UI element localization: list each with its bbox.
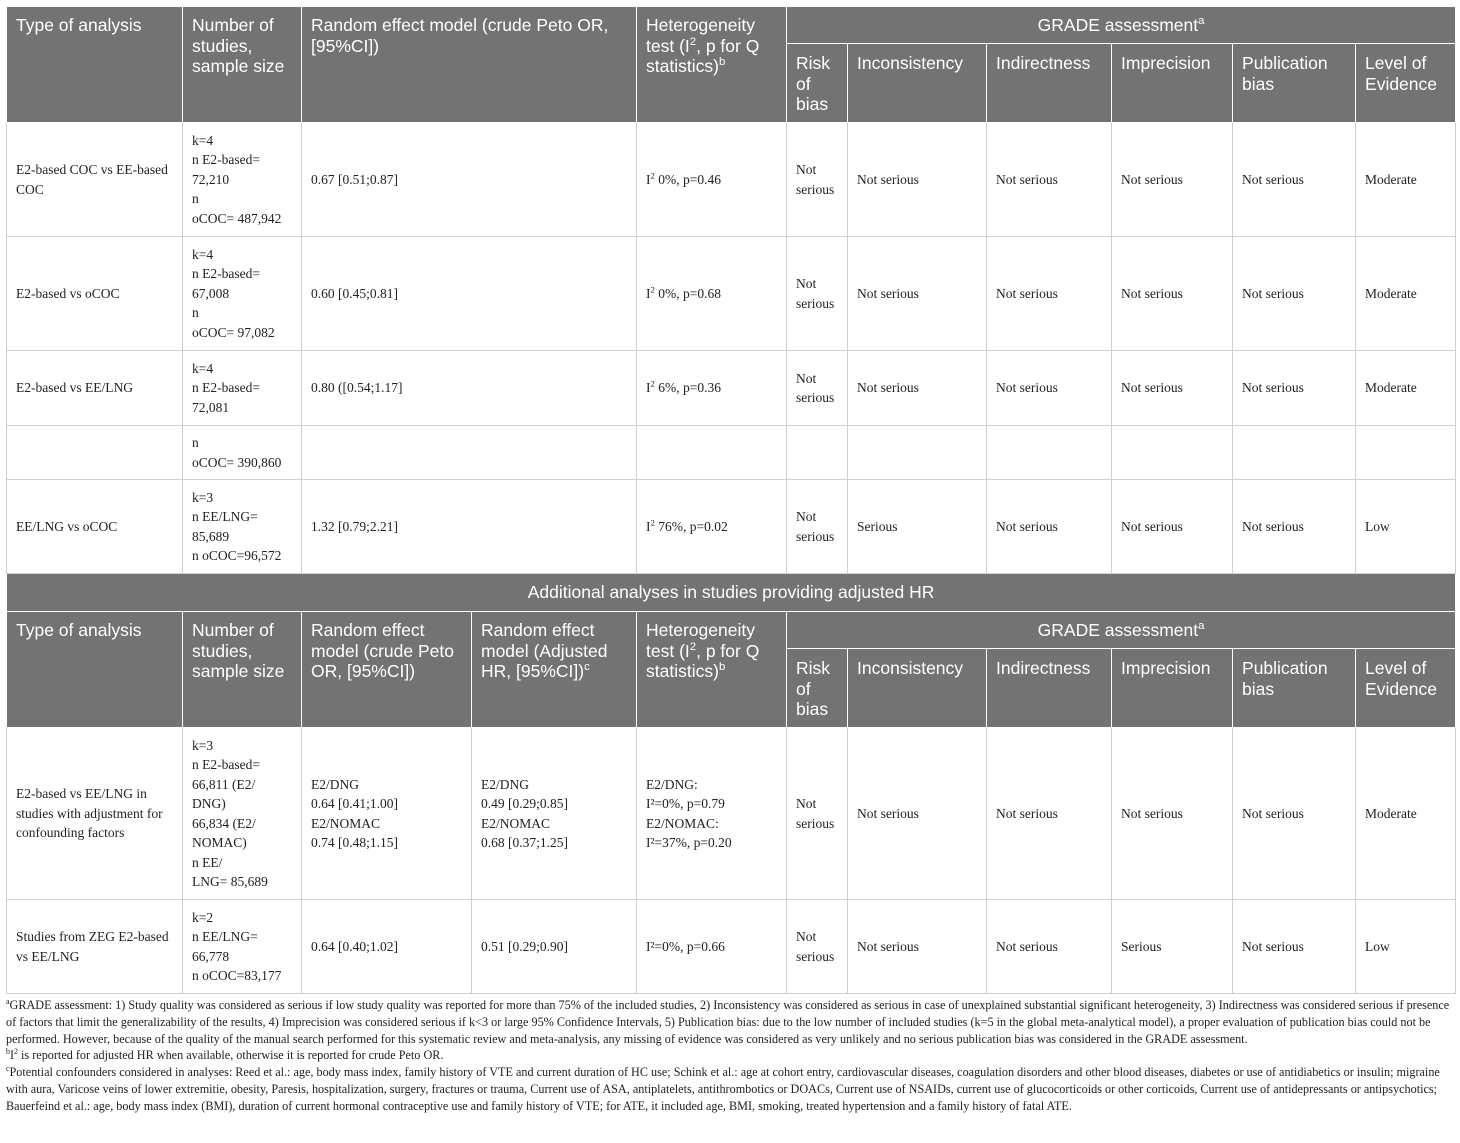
col-header-heterogeneity: Heterogeneity test ($I^2$, p for Q statistics)$^b$ (637, 7, 787, 123)
col-header-studies: Number of studies, sample size (183, 612, 302, 728)
col-header-risk-of-bias: Risk of bias (787, 649, 848, 728)
col-header-random-effect-crude: Random effect model (crude Peto OR, [95%CI]) (302, 612, 472, 728)
table-row (7, 426, 1456, 480)
col-header-publication-bias: Publication bias (1233, 649, 1356, 728)
cell-effect: 0.60 [0.45;0.81] (302, 237, 637, 351)
cell-indirectness: Not serious (987, 123, 1112, 237)
cell-level: Moderate (1356, 728, 1456, 900)
cell-risk-of-bias: Not serious (787, 237, 848, 351)
table-row (7, 123, 1456, 237)
col-header-indirectness: Indirectness (987, 649, 1112, 728)
col-header-inconsistency: Inconsistency (848, 649, 987, 728)
cell-risk-of-bias: Not serious (787, 123, 848, 237)
cell-inconsistency: Serious (848, 480, 987, 574)
cell-analysis: E2-based vs EE/LNG in studies with adjustment for confounding factors (7, 728, 183, 900)
col-header-publication-bias: Publication bias (1233, 44, 1356, 123)
cell-risk-of-bias: Not serious (787, 480, 848, 574)
cell-imprecision: Not serious (1112, 351, 1233, 426)
cell-heterogeneity: $I^2$ 6%, p=0.36 (637, 351, 787, 426)
cell-indirectness: Not serious (987, 351, 1112, 426)
col-header-heterogeneity: Heterogeneity test ($I^2$, p for Q statistics)$^b$ (637, 612, 787, 728)
cell-sample: k=4 n E2-based= 67,008 n oCOC= 97,082 (183, 237, 302, 351)
col-header-indirectness: Indirectness (987, 44, 1112, 123)
table-row (7, 480, 1456, 574)
cell-sample: k=3 n E2-based= 66,811 (E2/ DNG) 66,834 (E2/ NOMAC) n EE/ LNG= 85,689 (183, 728, 302, 900)
col-header-level-of-evidence: Level of Evidence (1356, 649, 1456, 728)
cell-effect (302, 426, 637, 480)
cell-analysis (7, 426, 183, 480)
cell-level (1356, 426, 1456, 480)
cell-imprecision: Serious (1112, 900, 1233, 994)
cell-inconsistency: Not serious (848, 900, 987, 994)
cell-imprecision: Not serious (1112, 480, 1233, 574)
cell-imprecision: Not serious (1112, 728, 1233, 900)
cell-heterogeneity (637, 426, 787, 480)
footnotes (6, 997, 1455, 1115)
cell-inconsistency (848, 426, 987, 480)
cell-indirectness: Not serious (987, 237, 1112, 351)
cell-analysis: E2-based vs oCOC (7, 237, 183, 351)
header-row (7, 612, 1456, 649)
table-row (7, 351, 1456, 426)
cell-indirectness: Not serious (987, 900, 1112, 994)
cell-level: Low (1356, 900, 1456, 994)
cell-heterogeneity: $I^2$ 76%, p=0.02 (637, 480, 787, 574)
cell-publication-bias: Not serious (1233, 480, 1356, 574)
cell-sample: k=4 n E2-based= 72,081 (183, 351, 302, 426)
footnote-a: $^a$GRADE assessment: 1) Study quality was considered as serious if low study quality was reported for more than 75% of the included studies, 2) Inconsistency was considered as serious in case of unexplained substantial significant heterogeneity, 3) Indirectness was considered serious if presence of factors that limit the generalizability of the results, 4) Imprecision was considered serious if k<3 or large 95% Confidence Intervals, 5) Publication bias: due to the low number of included studies (k=5 in the global meta-analytical model), a proper evaluation of publication bias could not be performed. However, because of the quality of the manual search performed for this systematic review and meta-analysis, any missing of evidence was considered as very unlikely and no serious publication bias was considered in the GRADE assessment. (6, 996, 1450, 1046)
cell-publication-bias (1233, 426, 1356, 480)
col-header-risk-of-bias: Risk of bias (787, 44, 848, 123)
col-header-imprecision: Imprecision (1112, 44, 1233, 123)
cell-heterogeneity: I²=0%, p=0.66 (637, 900, 787, 994)
section-title: Additional analyses in studies providing adjusted HR (7, 574, 1456, 612)
col-header-type: Type of analysis (7, 7, 183, 123)
col-header-level-of-evidence: Level of Evidence (1356, 44, 1456, 123)
cell-risk-of-bias (787, 426, 848, 480)
col-header-inconsistency: Inconsistency (848, 44, 987, 123)
cell-inconsistency: Not serious (848, 123, 987, 237)
cell-adjusted-hr: 0.51 [0.29;0.90] (472, 900, 637, 994)
col-header-grade: GRADE assessment$^a$ (787, 612, 1456, 649)
table-row (7, 900, 1456, 994)
table-row (7, 728, 1456, 900)
cell-level: Low (1356, 480, 1456, 574)
cell-publication-bias: Not serious (1233, 900, 1356, 994)
cell-risk-of-bias: Not serious (787, 351, 848, 426)
cell-crude-or: 0.64 [0.40;1.02] (302, 900, 472, 994)
cell-sample: k=3 n EE/LNG= 85,689 n oCOC=96,572 (183, 480, 302, 574)
section-title-row (7, 574, 1456, 612)
cell-effect: 0.80 ([0.54;1.17] (302, 351, 637, 426)
cell-imprecision (1112, 426, 1233, 480)
col-header-studies: Number of studies, sample size (183, 7, 302, 123)
header-row (7, 7, 1456, 44)
cell-indirectness (987, 426, 1112, 480)
cell-heterogeneity: $I^2$ 0%, p=0.68 (637, 237, 787, 351)
cell-sample: k=4 n E2-based= 72,210 n oCOC= 487,942 (183, 123, 302, 237)
col-header-random-effect: Random effect model (crude Peto OR, [95%CI]) (302, 7, 637, 123)
footnote-c: $^c$Potential confounders considered in analyses: Reed et al.: age, body mass index, family history of VTE and current duration of HC use; Schink et al.: age at cohort entry, cardiovascular diseases, coagulation disorders and other blood diseases, diabetes or use of antidiabetics or insulin; migraine with aura, Varicose veins of lower extremitie, obesity, Paresis, hospitalization, surgery, fractures or trauma, Current use of ASA, antiplatelets, antithrombotics or DOACs, Current use of NSAIDs, current use of glucocorticoids or other corticoids, Current use of antidepressants or antipsychotics; Bauerfeind et al.: age, body mass index (BMI), duration of current hormonal contraceptive use and family history of VTE; for ATE, it included age, BMI, smoking, treated hypertension and a family history of fatal ATE. (6, 1064, 1440, 1113)
cell-level: Moderate (1356, 351, 1456, 426)
cell-inconsistency: Not serious (848, 351, 987, 426)
col-header-type: Type of analysis (7, 612, 183, 728)
cell-imprecision: Not serious (1112, 237, 1233, 351)
cell-heterogeneity: $I^2$ 0%, p=0.46 (637, 123, 787, 237)
grade-table (6, 6, 1456, 994)
cell-risk-of-bias: Not serious (787, 728, 848, 900)
cell-sample: n oCOC= 390,860 (183, 426, 302, 480)
cell-effect: 0.67 [0.51;0.87] (302, 123, 637, 237)
cell-analysis: Studies from ZEG E2-based vs EE/LNG (7, 900, 183, 994)
cell-indirectness: Not serious (987, 728, 1112, 900)
col-header-grade: GRADE assessment$^a$ (787, 7, 1456, 44)
cell-publication-bias: Not serious (1233, 351, 1356, 426)
cell-analysis: E2-based COC vs EE-based COC (7, 123, 183, 237)
col-header-random-effect-adjusted: Random effect model (Adjusted HR, [95%CI])$^c$ (472, 612, 637, 728)
cell-analysis: EE/LNG vs oCOC (7, 480, 183, 574)
cell-crude-or: E2/DNG 0.64 [0.41;1.00] E2/NOMAC 0.74 [0.48;1.15] (302, 728, 472, 900)
cell-publication-bias: Not serious (1233, 728, 1356, 900)
cell-effect: 1.32 [0.79;2.21] (302, 480, 637, 574)
cell-imprecision: Not serious (1112, 123, 1233, 237)
table-row (7, 237, 1456, 351)
cell-indirectness: Not serious (987, 480, 1112, 574)
cell-inconsistency: Not serious (848, 237, 987, 351)
cell-sample: k=2 n EE/LNG= 66,778 n oCOC=83,177 (183, 900, 302, 994)
cell-analysis: E2-based vs EE/LNG (7, 351, 183, 426)
cell-publication-bias: Not serious (1233, 237, 1356, 351)
cell-risk-of-bias: Not serious (787, 900, 848, 994)
cell-inconsistency: Not serious (848, 728, 987, 900)
cell-publication-bias: Not serious (1233, 123, 1356, 237)
cell-level: Moderate (1356, 237, 1456, 351)
col-header-imprecision: Imprecision (1112, 649, 1233, 728)
cell-level: Moderate (1356, 123, 1456, 237)
cell-heterogeneity: E2/DNG: I²=0%, p=0.79 E2/NOMAC: I²=37%, p=0.20 (637, 728, 787, 900)
footnote-b: $^bI^2$ is reported for adjusted HR when available, otherwise it is reported for crude Peto OR. (6, 1047, 444, 1063)
cell-adjusted-hr: E2/DNG 0.49 [0.29;0.85] E2/NOMAC 0.68 [0.37;1.25] (472, 728, 637, 900)
